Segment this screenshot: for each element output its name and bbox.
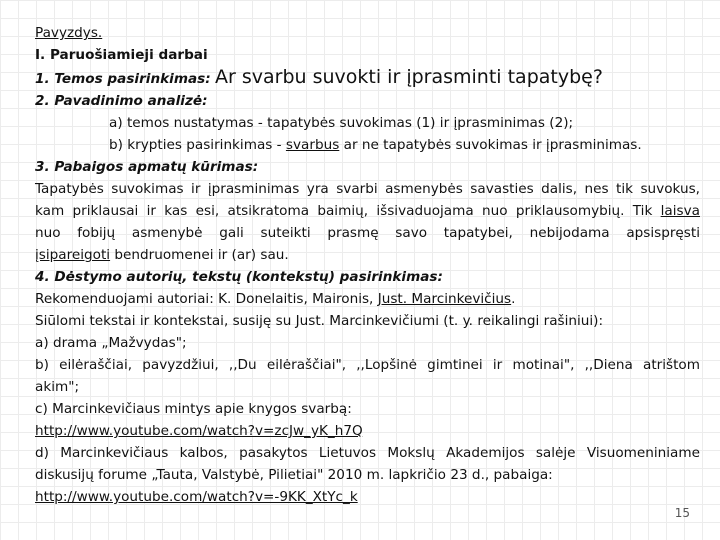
authors-item-d-line-1: d) Marcinkevičiaus kalbos, pasakytos Lietuvos Mokslų Akademijos salėje Visuomeniniame (35, 445, 700, 461)
analysis-item-b (35, 134, 700, 156)
youtube-link-2[interactable]: http://www.youtube.com/watch?v=-9KK_XtYc_k (35, 489, 358, 505)
ending-line-2-underlined: laisva (660, 203, 700, 219)
recommended-prefix: Rekomenduojami autoriai: K. Donelaitis, Maironis, (35, 291, 378, 307)
recommended-authors (35, 288, 700, 310)
section-heading: I. Paruošiamieji darbai (35, 47, 208, 63)
authors-label: 4. Dėstymo autorių, tekstų (kontekstų) pasirinkimas: (35, 269, 443, 285)
ending-line-2 (35, 200, 700, 222)
ending-line-4 (35, 244, 700, 266)
ending-line-4-suffix: bendruomenei ir (ar) sau. (110, 247, 289, 263)
authors-item-c: c) Marcinkevičiaus mintys apie knygos svarbą: (35, 401, 352, 417)
authors-item-b-line-2: akim"; (35, 379, 80, 395)
analysis-item-b-underlined: svarbus (285, 137, 340, 153)
recommended-underlined: Just. Marcinkevičius (377, 291, 512, 307)
topic-line (35, 66, 700, 90)
ending-line-4-underlined: įsipareigoti (35, 247, 111, 263)
authors-item-a: a) drama „Mažvydas"; (35, 335, 187, 351)
authors-item-b-line-1: b) eilėraščiai, pavyzdžiui, ,,Du eilėraščiai", ,,Lopšinė gimtinei ir motinai", ,,Diena atrištom (35, 357, 700, 373)
analysis-item-a: a) temos nustatymas - tapatybės suvokimas (1) ir įprasminimas (2); (109, 115, 574, 131)
slide-content (35, 22, 700, 508)
youtube-link-1[interactable]: http://www.youtube.com/watch?v=zcJw_yK_h7Q (35, 423, 363, 439)
ending-label: 3. Pabaigos apmatų kūrimas: (35, 159, 259, 175)
topic-text: Ar svarbu suvokti ir įprasminti tapatybę? (215, 66, 603, 88)
page-number: 15 (674, 506, 690, 520)
ending-line-3: nuo fobijų asmenybė gali suteikti prasmę savo tapatybei, nebijodama apsispręsti (35, 225, 700, 241)
analysis-item-b-prefix: b) krypties pasirinkimas - (109, 137, 286, 153)
page-title: Pavyzdys. (35, 25, 103, 41)
analysis-label: 2. Pavadinimo analizė: (35, 93, 208, 109)
suggested-texts: Siūlomi tekstai ir kontekstai, susiję su Just. Marcinkevičiumi (t. y. reikalingi rašiniui): (35, 313, 604, 329)
analysis-item-b-suffix: ar ne tapatybės suvokimas ir įprasminimas. (339, 137, 642, 153)
topic-label: 1. Temos pasirinkimas: (35, 71, 211, 87)
authors-item-d-line-2: diskusijų forume „Tauta, Valstybė, Pilietiai" 2010 m. lapkričio 23 d., pabaiga: (35, 467, 553, 483)
recommended-suffix: . (511, 291, 516, 307)
ending-line-2-prefix: kam priklausai ir kas esi, atsikratoma baimių, išsivaduojama nuo priklausomybių. Tik (35, 203, 661, 219)
ending-line-1: Tapatybės suvokimas ir įprasminimas yra svarbi asmenybės savasties dalis, nes tik suvokus, (35, 181, 700, 197)
